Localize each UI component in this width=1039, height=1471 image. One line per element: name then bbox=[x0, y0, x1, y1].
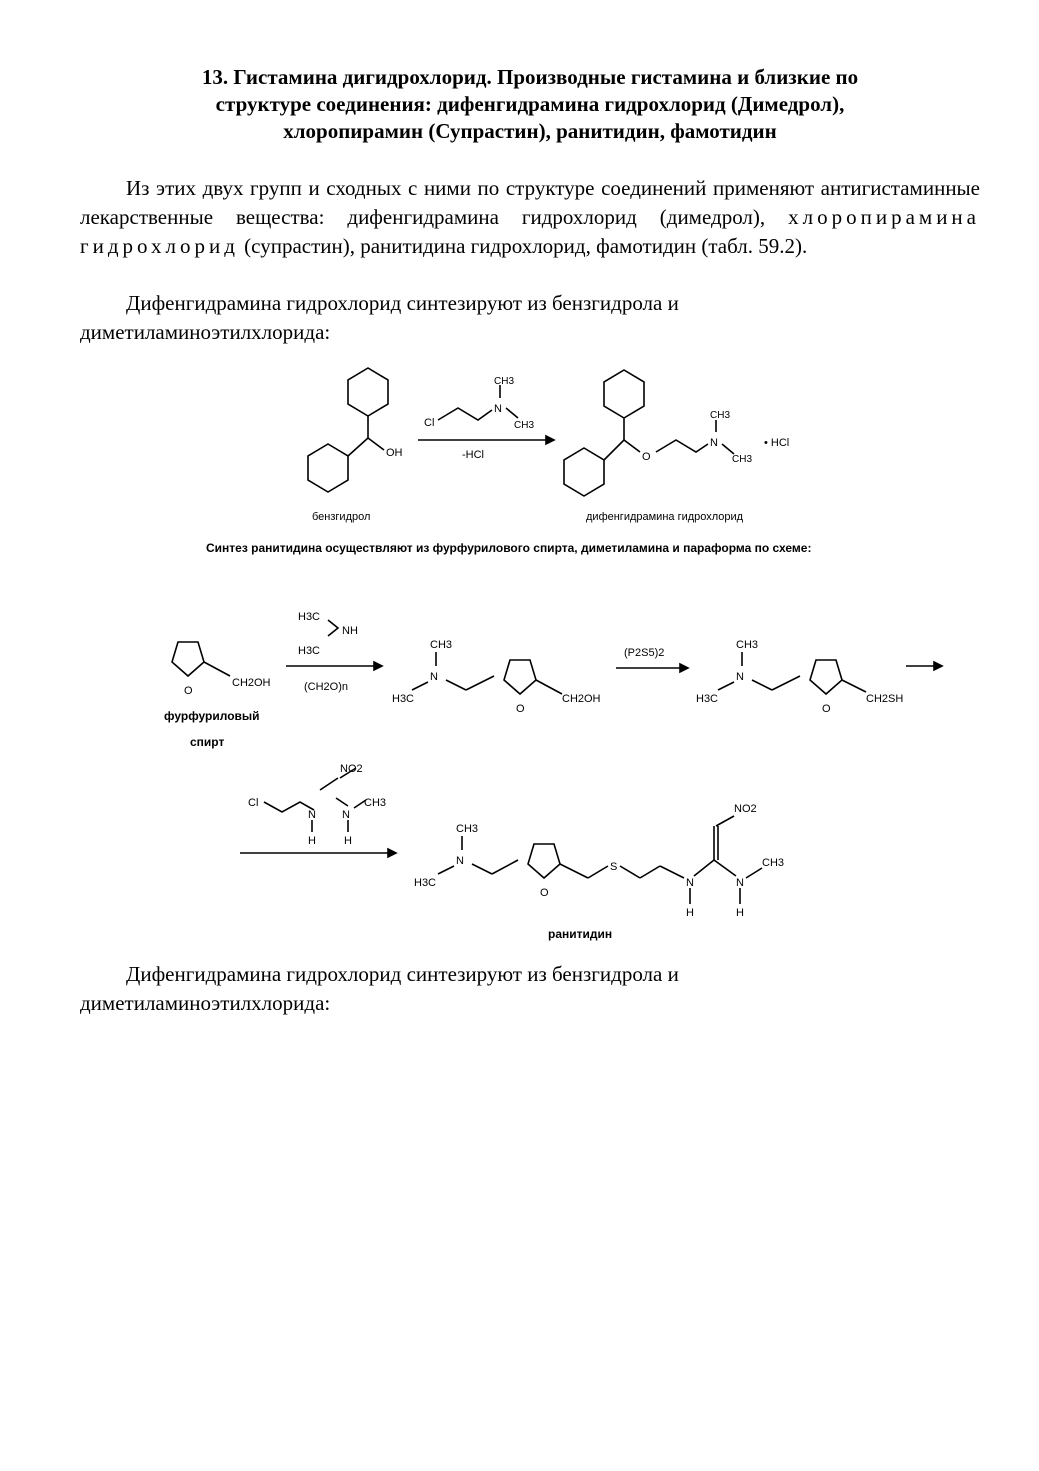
r-o: O bbox=[540, 887, 549, 899]
ch2sh-label: CH2SH bbox=[866, 693, 904, 705]
r-n1: N bbox=[456, 855, 464, 867]
s3-n2: N bbox=[342, 809, 350, 821]
r-n2: N bbox=[686, 877, 694, 889]
intro-text-b: (супрастин), ранитидина гидрохлорид, фамотидин (табл. 59.2). bbox=[238, 234, 808, 258]
s3-cl: Cl bbox=[248, 797, 259, 809]
synthesis-paragraph-1: Дифенгидрамина гидрохлорид синтезируют из бензгидрола и диметиламиноэтилхлорида: bbox=[80, 291, 679, 344]
hcl-label: • HCl bbox=[764, 437, 790, 449]
i2-h3c: H3C bbox=[696, 693, 719, 705]
product-ch3-right-label: CH3 bbox=[732, 454, 753, 465]
intro-text-a: Из этих двух групп и сходных с ними по структуре соединений применяют антигистаминные лекарственные вещества: дифенгидрамина гидрохлорид (димедрол), bbox=[80, 176, 980, 229]
ch2oh-label: CH2OH bbox=[232, 677, 271, 689]
arrow-head bbox=[680, 664, 688, 672]
i1-ch2oh: CH2OH bbox=[562, 693, 601, 705]
r-h1: H bbox=[686, 907, 694, 919]
reagent-cl-label: Cl bbox=[424, 417, 435, 429]
r-h2: H bbox=[736, 907, 744, 919]
furfuryl-label-1: фурфуриловый bbox=[164, 709, 260, 723]
i2-ch3: CH3 bbox=[736, 639, 759, 651]
heading-line-3: хлоропирамин (Супрастин), ранитидин, фамотидин bbox=[283, 119, 777, 143]
i1-ch3: CH3 bbox=[430, 639, 453, 651]
i1-o: O bbox=[516, 703, 525, 715]
ranitidine-caption: Синтез ранитидина осуществляют из фурфурилового спирта, диметиламина и параформа по схеме: bbox=[206, 541, 812, 555]
product-o-label: O bbox=[642, 451, 651, 463]
r-no2: NO2 bbox=[734, 803, 757, 815]
r-ch3-right: CH3 bbox=[762, 857, 785, 869]
r-h3c: H3C bbox=[414, 877, 437, 889]
reagent-ch2o: (CH2O)n bbox=[304, 681, 349, 693]
intro-text-spaced: хлоропирамина гидрохлорид bbox=[80, 205, 980, 258]
furan-ring bbox=[504, 660, 536, 694]
reagent-ch3-right-label: CH3 bbox=[514, 420, 535, 431]
heading-line-1: 13. Гистамина дигидрохлорид. Производные гистамина и близкие по bbox=[201, 65, 859, 89]
furan-o-label: O bbox=[184, 685, 193, 697]
i2-o: O bbox=[822, 703, 831, 715]
reagent-n-label: N bbox=[494, 403, 502, 415]
synthesis-paragraph-2: Дифенгидрамина гидрохлорид синтезируют из бензгидрола и диметиламиноэтилхлорида: bbox=[80, 962, 679, 1015]
reagent-minus-hcl-label: -HCl bbox=[462, 449, 484, 461]
r-ch3-top: CH3 bbox=[456, 823, 479, 835]
oh-label: OH bbox=[386, 447, 403, 459]
r-n3: N bbox=[736, 877, 744, 889]
heading-line-2: структуре соединения: дифенгидрамина гидрохлорид (Димедрол), bbox=[215, 92, 845, 116]
s3-n1: N bbox=[308, 809, 316, 821]
s3-no2: NO2 bbox=[340, 763, 363, 775]
benzhydrol-label: бензгидрол bbox=[312, 511, 371, 523]
reagent-h3c-2: H3C bbox=[298, 645, 321, 657]
furfuryl-label-2: спирт bbox=[190, 735, 225, 749]
p2s5-label: (P2S5)2 bbox=[624, 647, 665, 659]
arrow-head bbox=[374, 662, 382, 670]
s3-h1: H bbox=[308, 835, 316, 847]
ranitidine-label: ранитидин bbox=[548, 927, 613, 941]
furan-ring bbox=[172, 642, 204, 676]
reagent-h3c-1: H3C bbox=[298, 611, 321, 623]
r-s: S bbox=[610, 861, 618, 873]
i2-n: N bbox=[736, 671, 744, 683]
product-n-label: N bbox=[710, 437, 718, 449]
diphenhydramine-label: дифенгидрамина гидрохлорид bbox=[586, 511, 744, 523]
reagent-nh: NH bbox=[342, 625, 358, 637]
s3-h2: H bbox=[344, 835, 352, 847]
arrow-head bbox=[388, 849, 396, 857]
product-ch3-top-label: CH3 bbox=[710, 410, 731, 421]
furan-ring bbox=[528, 844, 560, 878]
i1-n: N bbox=[430, 671, 438, 683]
furan-ring bbox=[810, 660, 842, 694]
s3-ch3: CH3 bbox=[364, 797, 387, 809]
reagent-ch3-top-label: CH3 bbox=[494, 376, 515, 387]
i1-h3c: H3C bbox=[392, 693, 415, 705]
